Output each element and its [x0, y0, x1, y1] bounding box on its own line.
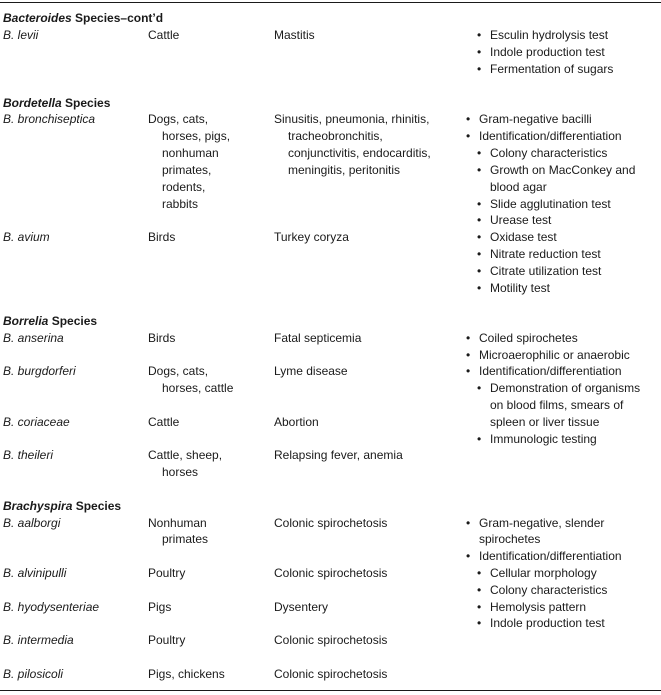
species-name: B. burgdorferi: [3, 364, 76, 378]
disease-cell: conjunctivitis, endocarditis,: [288, 146, 431, 160]
host-cell: rabbits: [162, 197, 199, 211]
host-cell: primates: [162, 532, 209, 546]
test-item-continued: spirochetes: [479, 532, 541, 546]
test-item: • Fermentation of sugars: [477, 62, 614, 76]
test-item: • Identification/differentiation: [466, 129, 622, 143]
section-header-brachyspira: Brachyspira Species: [3, 499, 122, 513]
species-name: B. aalborgi: [3, 516, 61, 530]
disease-cell: Relapsing fever, anemia: [274, 448, 403, 462]
disease-cell: Dysentery: [274, 600, 329, 614]
disease-cell: Mastitis: [274, 28, 315, 42]
bottom-rule: [0, 690, 661, 691]
host-cell: Birds: [148, 230, 176, 244]
host-cell: Dogs, cats,: [148, 112, 209, 126]
species-name: B. levii: [3, 28, 39, 42]
test-item: • Identification/differentiation: [466, 364, 622, 378]
species-name: B. coriaceae: [3, 415, 70, 429]
host-cell: primates,: [162, 163, 212, 177]
disease-cell: Colonic spirochetosis: [274, 633, 388, 647]
test-item: • Coiled spirochetes: [466, 331, 578, 345]
test-item: • Growth on MacConkey and: [477, 163, 636, 177]
species-name: B. pilosicoli: [3, 667, 64, 681]
host-cell: Pigs: [148, 600, 172, 614]
test-item: • Nitrate reduction test: [477, 247, 601, 261]
test-item-continued: blood agar: [490, 180, 547, 194]
species-name: B. bronchiseptica: [3, 112, 96, 126]
disease-cell: Colonic spirochetosis: [274, 516, 388, 530]
disease-cell: Turkey coryza: [274, 230, 349, 244]
host-cell: horses: [162, 465, 199, 479]
test-item: • Esculin hydrolysis test: [477, 28, 609, 42]
disease-cell: tracheobronchitis,: [288, 129, 383, 143]
host-cell: Cattle, sheep,: [148, 448, 223, 462]
test-item: • Microaerophilic or anaerobic: [466, 348, 630, 362]
test-item: • Cellular morphology: [477, 566, 597, 580]
host-cell: rodents,: [162, 180, 206, 194]
host-cell: Cattle: [148, 28, 180, 42]
species-name: B. avium: [3, 230, 50, 244]
section-header-bacteroides: Bacteroides Species–cont’d: [3, 11, 164, 25]
section-header-borrelia: Borrelia Species: [3, 314, 98, 328]
species-name: B. intermedia: [3, 633, 74, 647]
disease-cell: Colonic spirochetosis: [274, 566, 388, 580]
test-item-continued: spleen or liver tissue: [490, 415, 600, 429]
test-item: • Gram-negative bacilli: [466, 112, 592, 126]
test-item: • Slide agglutination test: [477, 197, 611, 211]
disease-cell: Sinusitis, pneumonia, rhinitis,: [274, 112, 430, 126]
test-item: • Indole production test: [477, 616, 605, 630]
test-item: • Motility test: [477, 281, 551, 295]
host-cell: Dogs, cats,: [148, 364, 209, 378]
test-item: • Colony characteristics: [477, 146, 608, 160]
host-cell: Poultry: [148, 566, 186, 580]
section-header-bordetella: Bordetella Species: [3, 96, 111, 110]
host-cell: Cattle: [148, 415, 180, 429]
test-item: • Gram-negative, slender: [466, 516, 605, 530]
disease-cell: Colonic spirochetosis: [274, 667, 388, 681]
test-item: • Demonstration of organisms: [477, 381, 641, 395]
test-item: • Citrate utilization test: [477, 264, 602, 278]
host-cell: Poultry: [148, 633, 186, 647]
disease-cell: Abortion: [274, 415, 319, 429]
disease-cell: Fatal septicemia: [274, 331, 362, 345]
host-cell: Nonhuman: [148, 516, 207, 530]
disease-cell: meningitis, peritonitis: [288, 163, 401, 177]
test-item: • Oxidase test: [477, 230, 557, 244]
test-item: • Immunologic testing: [477, 432, 597, 446]
disease-cell: Lyme disease: [274, 364, 348, 378]
test-item: • Identification/differentiation: [466, 549, 622, 563]
test-item-continued: on blood films, smears of: [490, 398, 624, 412]
top-rule: [0, 2, 661, 3]
species-name: B. hyodysenteriae: [3, 600, 100, 614]
host-cell: horses, pigs,: [162, 129, 231, 143]
species-name: B. theileri: [3, 448, 54, 462]
test-item: • Hemolysis pattern: [477, 600, 587, 614]
species-name: B. anserina: [3, 331, 64, 345]
host-cell: Pigs, chickens: [148, 667, 225, 681]
test-item: • Colony characteristics: [477, 583, 608, 597]
host-cell: horses, cattle: [162, 381, 234, 395]
host-cell: nonhuman: [162, 146, 219, 160]
test-item: • Urease test: [477, 213, 552, 227]
test-item: • Indole production test: [477, 45, 605, 59]
host-cell: Birds: [148, 331, 176, 345]
species-name: B. alvinipulli: [3, 566, 67, 580]
